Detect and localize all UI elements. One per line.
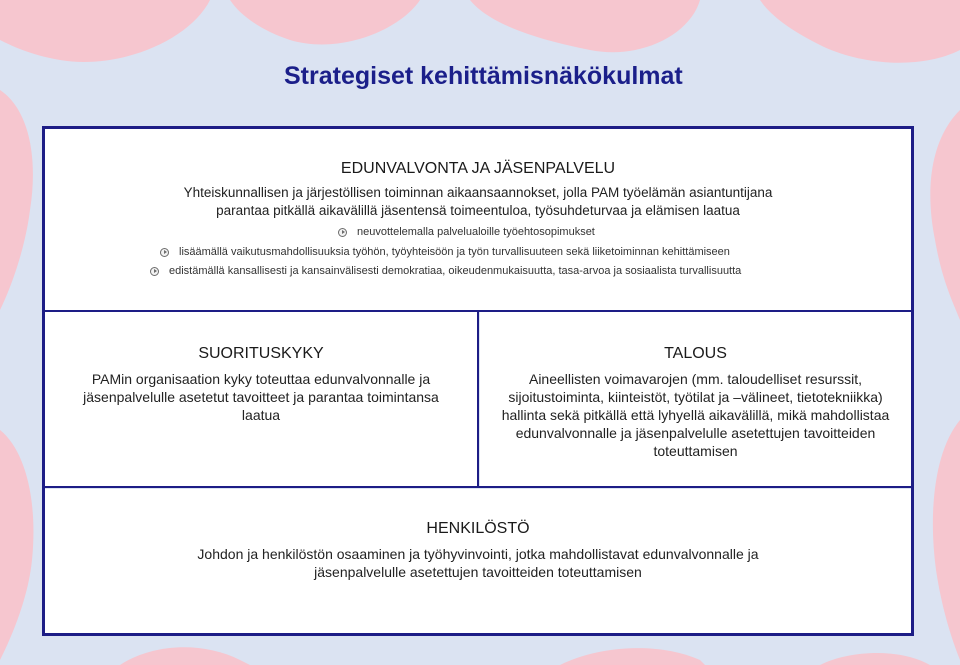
henkilosto-line-2: jäsenpalvelulle asetettujen tavoitteiden toteuttamisen: [314, 564, 642, 580]
bullet-text: neuvottelemalla palvelualoille työehtosopimukset: [357, 226, 595, 238]
talous-line-1: Aineellisten voimavarojen (mm. taloudelliset resurssit,: [528, 371, 863, 387]
edunvalvonta-bullet-2: [160, 246, 730, 258]
talous-line-3: hallinta sekä pitkällä että lyhyellä aikavälillä, mikä mahdollistaa: [501, 407, 890, 423]
arrow-bullet-icon: [338, 228, 347, 237]
arrow-bullet-icon: [160, 248, 169, 257]
suorituskyky-text: [45, 370, 477, 424]
talous-text: [480, 370, 911, 460]
edunvalvonta-text-line-2: parantaa pitkällä aikavälillä jäsentensä toimeentuloa, työsuhdeturvaa ja elämisen laatua: [216, 203, 740, 218]
edunvalvonta-bullet-1: [338, 226, 595, 238]
henkilosto-heading: HENKILÖSTÖ: [426, 520, 530, 537]
edunvalvonta-text-line-1: Yhteiskunnallisen ja järjestöllisen toiminnan aikaansaannokset, jolla PAM työelämän asiantuntijana: [183, 185, 773, 200]
edunvalvonta-bullet-3: [150, 265, 741, 277]
henkilosto-text: [45, 545, 911, 581]
talous-heading: TALOUS: [664, 345, 727, 362]
suorituskyky-line-1: PAMin organisaation kyky toteuttaa edunvalvonnalle ja: [91, 371, 431, 387]
suorituskyky-heading: SUORITUSKYKY: [198, 345, 324, 362]
talous-line-2: sijoitustoiminta, kiinteistöt, työtilat ja –välineet, tietotekniikka): [508, 389, 883, 405]
talous-line-4: edunvalvonnalle ja jäsenpalvelulle asetettujen tavoitteiden: [515, 425, 876, 441]
arrow-bullet-icon: [150, 267, 159, 276]
bullet-text: lisäämällä vaikutusmahdollisuuksia työhön, työyhteisöön ja työn turvallisuuteen sekä liiketoiminnan kehittämiseen: [179, 246, 730, 258]
suorituskyky-line-3: laatua: [241, 407, 281, 423]
henkilosto-line-1: Johdon ja henkilöstön osaaminen ja työhyvinvointi, jotka mahdollistavat edunvalvonnalle ja: [197, 546, 759, 562]
edunvalvonta-heading: EDUNVALVONTA JA JÄSENPALVELU: [340, 160, 616, 177]
suorituskyky-line-2: jäsenpalvelulle asetetut tavoitteet ja parantaa toimintansa: [83, 389, 439, 405]
page-title: Strategiset kehittämisnäkökulmat: [284, 62, 683, 90]
edunvalvonta-text: [45, 184, 911, 220]
divider-middle: [477, 311, 479, 487]
talous-line-5: toteuttamisen: [653, 443, 738, 459]
bullet-text: edistämällä kansallisesti ja kansainvälisesti demokratiaa, oikeudenmukaisuutta, tasa-arvoa ja sosiaalista turvallisuutta: [169, 265, 742, 277]
